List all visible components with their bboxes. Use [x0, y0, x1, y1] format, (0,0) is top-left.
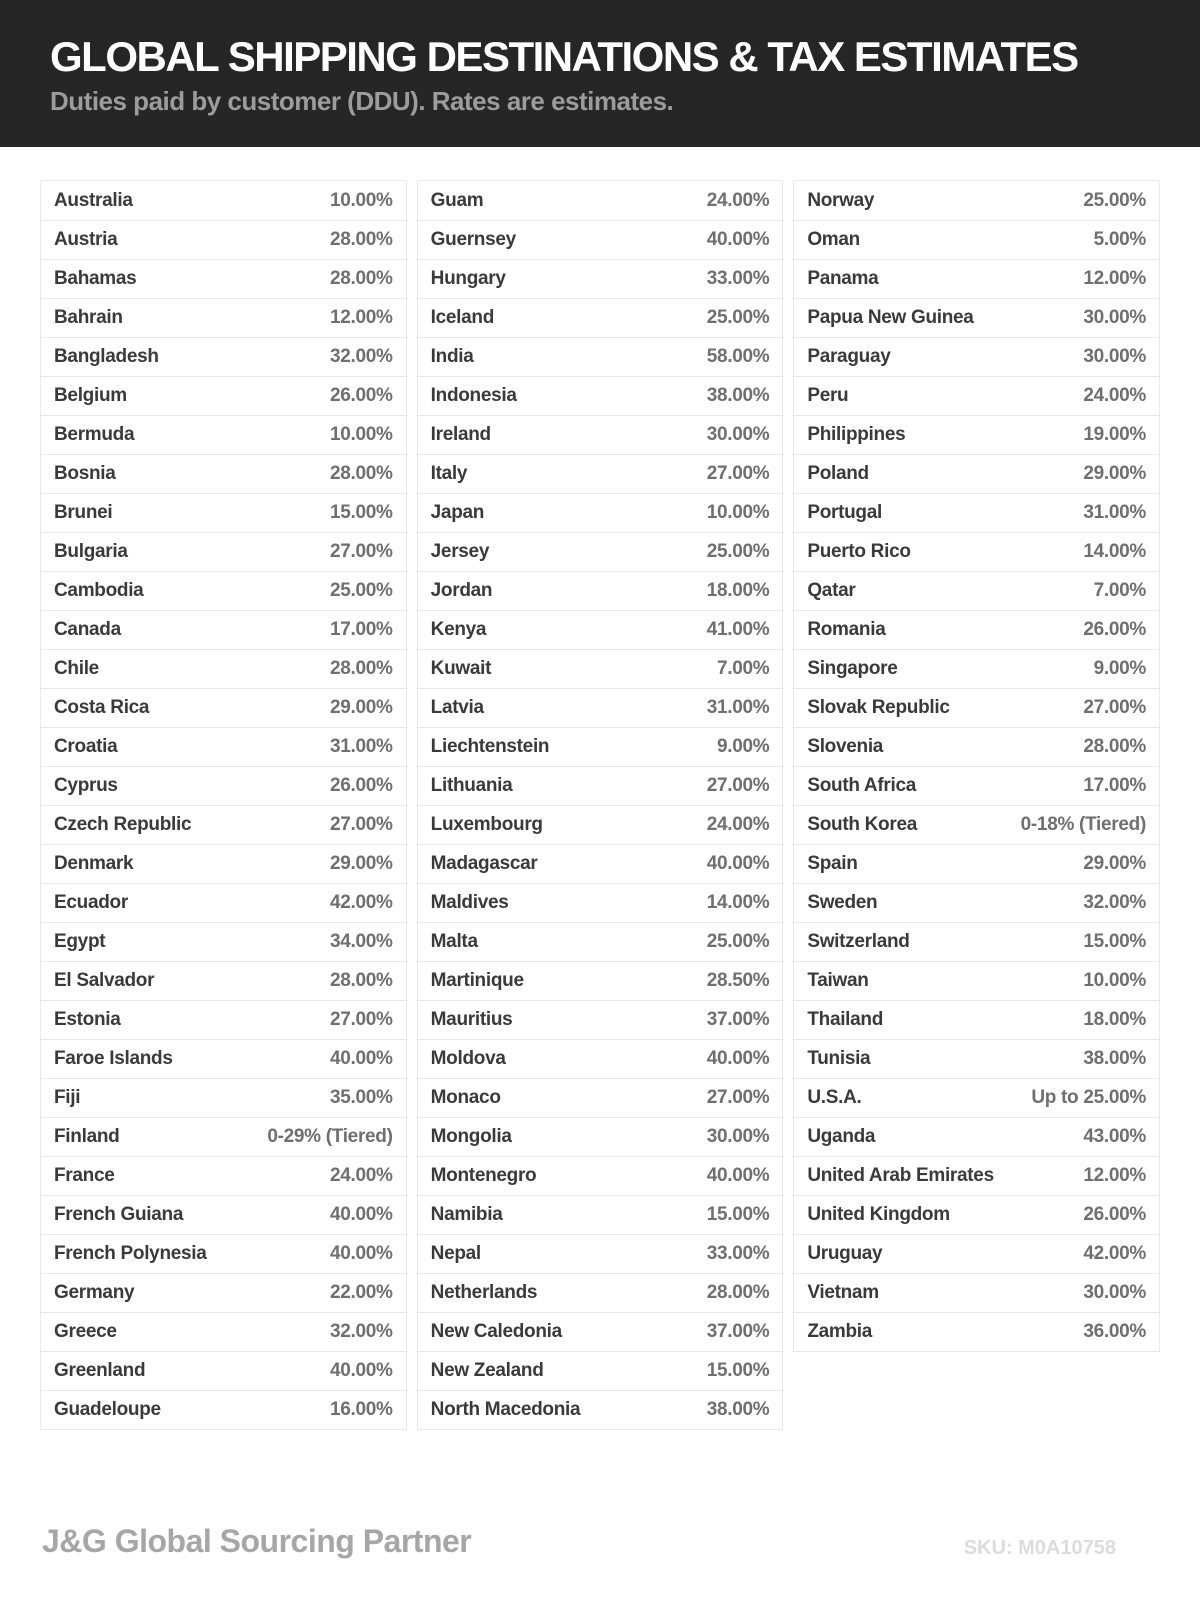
country-name: Guernsey [430, 229, 516, 250]
country-name: Cyprus [54, 775, 118, 796]
rate-row [794, 1000, 1159, 1039]
tax-rate-value: 37.00% [706, 1321, 770, 1342]
tax-rate-value: 40.00% [330, 1204, 393, 1225]
country-name: Slovak Republic [807, 697, 950, 718]
country-name: Malta [430, 931, 478, 952]
rate-row [794, 454, 1159, 493]
country-name: Japan [430, 502, 485, 523]
country-name: Guam [430, 189, 484, 211]
tax-rate-value: 33.00% [706, 1243, 770, 1264]
rate-row [41, 1156, 406, 1195]
rate-column-2 [417, 180, 784, 1430]
country-name: Croatia [54, 736, 118, 757]
rate-row [794, 181, 1159, 220]
tax-rate-value: 26.00% [330, 385, 393, 406]
tax-rate-value: 10.00% [706, 502, 770, 523]
tax-rate-value: 38.00% [1083, 1048, 1146, 1069]
rate-row [794, 415, 1159, 454]
tax-rate-value: 19.00% [1083, 424, 1146, 445]
rate-row [794, 844, 1159, 883]
rate-row [41, 883, 406, 922]
country-name: Ecuador [54, 892, 128, 913]
country-name: Austria [54, 229, 118, 250]
tax-rate-value: 40.00% [706, 1165, 770, 1186]
country-name: Australia [54, 189, 133, 211]
tax-rate-value: 38.00% [706, 1399, 770, 1420]
tax-rate-value: 41.00% [706, 619, 770, 640]
rate-row [41, 181, 406, 220]
rate-row [794, 1195, 1159, 1234]
tax-rate-value: 58.00% [706, 346, 770, 367]
tax-rate-value: 15.00% [706, 1204, 770, 1225]
rate-row [41, 1117, 406, 1156]
tax-rate-value: 27.00% [706, 463, 770, 484]
country-name: Luxembourg [430, 814, 543, 835]
country-name: Latvia [430, 697, 484, 718]
rate-row [794, 649, 1159, 688]
tax-rate-value: 12.00% [330, 307, 393, 328]
tax-rate-value: 32.00% [330, 1321, 393, 1342]
rate-row [418, 844, 783, 883]
rate-row [41, 220, 406, 259]
tax-rate-value: 7.00% [716, 658, 770, 679]
tax-rate-value: 30.00% [1083, 1282, 1146, 1303]
page-title: GLOBAL SHIPPING DESTINATIONS & TAX ESTIMATES [50, 33, 1078, 80]
country-name: French Guiana [54, 1204, 184, 1225]
rate-row [418, 259, 783, 298]
tax-rate-value: 18.00% [1083, 1009, 1146, 1030]
country-name: Portugal [807, 502, 882, 523]
rate-row [41, 532, 406, 571]
tax-rate-value: 10.00% [1083, 970, 1146, 991]
country-name: Oman [807, 229, 860, 250]
country-name: Bangladesh [54, 346, 159, 367]
tax-rate-value: 38.00% [706, 385, 770, 406]
country-name: Taiwan [807, 970, 869, 991]
rate-column-1 [40, 180, 407, 1430]
rates-table [40, 180, 1160, 1430]
country-name: Romania [807, 619, 886, 640]
rate-row [41, 688, 406, 727]
country-name: Slovenia [807, 736, 884, 757]
rate-row [41, 259, 406, 298]
rate-row [794, 1156, 1159, 1195]
rate-row [41, 1039, 406, 1078]
country-name: Bahamas [54, 268, 137, 289]
country-name: United Kingdom [807, 1204, 950, 1225]
rate-row [794, 259, 1159, 298]
rate-row [41, 337, 406, 376]
country-name: Bahrain [54, 307, 123, 328]
tax-rate-value: 27.00% [330, 541, 393, 562]
country-name: Finland [54, 1126, 120, 1147]
rate-row [418, 1195, 783, 1234]
rate-row [41, 649, 406, 688]
rate-row [41, 1390, 406, 1429]
tax-rate-value: 31.00% [1083, 502, 1146, 523]
rate-row [41, 1078, 406, 1117]
rate-row [418, 649, 783, 688]
tax-rate-value: Up to 25.00% [1031, 1087, 1146, 1108]
country-name: Qatar [807, 580, 856, 601]
country-name: Belgium [54, 385, 127, 406]
tax-rate-value: 33.00% [706, 268, 770, 289]
tax-rate-value: 29.00% [330, 853, 393, 874]
rate-row [418, 1117, 783, 1156]
rate-row [794, 571, 1159, 610]
tax-rate-value: 30.00% [1083, 307, 1146, 328]
country-name: Nepal [430, 1243, 481, 1264]
rate-row [418, 922, 783, 961]
tax-rate-value: 0-18% (Tiered) [1020, 814, 1146, 835]
rate-row [41, 1234, 406, 1273]
tax-rate-value: 37.00% [706, 1009, 770, 1030]
tax-rate-value: 24.00% [706, 814, 770, 835]
country-name: India [430, 346, 474, 367]
tax-rate-value: 40.00% [706, 229, 770, 250]
rate-row [794, 1039, 1159, 1078]
tax-rate-value: 25.00% [1083, 189, 1146, 211]
tax-rate-value: 25.00% [706, 931, 770, 952]
rate-row [418, 220, 783, 259]
country-name: Kenya [430, 619, 487, 640]
tax-rate-value: 25.00% [330, 580, 393, 601]
rate-row [794, 1234, 1159, 1273]
rate-row [41, 1312, 406, 1351]
country-name: Greenland [54, 1360, 146, 1381]
rate-row [418, 1351, 783, 1390]
country-name: South Korea [807, 814, 917, 835]
country-name: Estonia [54, 1009, 121, 1030]
rate-row [794, 1117, 1159, 1156]
rate-row [418, 337, 783, 376]
rate-row [41, 493, 406, 532]
rate-row [41, 571, 406, 610]
tax-rate-value: 26.00% [330, 775, 393, 796]
rate-row [794, 922, 1159, 961]
country-name: Philippines [807, 424, 906, 445]
country-name: South Africa [807, 775, 916, 796]
country-name: Singapore [807, 658, 898, 679]
rate-row [41, 454, 406, 493]
tax-rate-value: 24.00% [1083, 385, 1146, 406]
country-name: Tunisia [807, 1048, 871, 1069]
tax-rate-value: 12.00% [1083, 268, 1146, 289]
country-name: Iceland [430, 307, 495, 328]
rate-row [41, 961, 406, 1000]
country-name: Switzerland [807, 931, 910, 952]
country-name: Bermuda [54, 424, 135, 445]
rate-row [418, 805, 783, 844]
country-name: New Caledonia [430, 1321, 562, 1342]
tax-rate-value: 25.00% [706, 307, 770, 328]
rate-row [794, 766, 1159, 805]
country-name: Sweden [807, 892, 878, 913]
tax-rate-value: 22.00% [330, 1282, 393, 1303]
tax-rate-value: 30.00% [706, 424, 770, 445]
tax-rate-value: 17.00% [1083, 775, 1146, 796]
country-name: Norway [807, 189, 875, 211]
rate-row [794, 337, 1159, 376]
country-name: Ireland [430, 424, 491, 445]
tax-rate-value: 16.00% [330, 1399, 393, 1420]
rate-row [418, 1273, 783, 1312]
country-name: Costa Rica [54, 697, 150, 718]
tax-rate-value: 14.00% [1083, 541, 1146, 562]
tax-rate-value: 40.00% [706, 1048, 770, 1069]
rate-row [418, 688, 783, 727]
tax-rate-value: 10.00% [330, 189, 393, 211]
rate-row [41, 415, 406, 454]
country-name: Faroe Islands [54, 1048, 173, 1069]
rate-row [794, 610, 1159, 649]
rate-row [418, 532, 783, 571]
sku-label: SKU: M0A10758 [963, 1537, 1116, 1559]
tax-rate-value: 14.00% [706, 892, 770, 913]
tax-rate-value: 9.00% [1093, 658, 1146, 679]
country-name: Paraguay [807, 346, 891, 367]
country-name: Kuwait [430, 658, 492, 679]
country-name: Brunei [54, 502, 113, 523]
tax-rate-value: 28.00% [330, 970, 393, 991]
country-name: Chile [54, 658, 99, 679]
rate-row [794, 727, 1159, 766]
country-name: Panama [807, 268, 879, 289]
tax-rate-value: 31.00% [330, 736, 393, 757]
country-name: Egypt [54, 931, 106, 952]
rate-row [41, 1273, 406, 1312]
tax-rate-value: 10.00% [330, 424, 393, 445]
country-name: Italy [430, 463, 468, 484]
country-name: El Salvador [54, 970, 155, 991]
page-subtitle: Duties paid by customer (DDU). Rates are estimates. [50, 86, 674, 117]
country-name: Monaco [430, 1087, 501, 1108]
rate-row [418, 961, 783, 1000]
country-name: Spain [807, 853, 858, 874]
rate-row [418, 1039, 783, 1078]
tax-rate-value: 15.00% [1083, 931, 1146, 952]
tax-rate-value: 40.00% [330, 1360, 393, 1381]
tax-rate-value: 28.00% [330, 268, 393, 289]
tax-rate-value: 15.00% [706, 1360, 770, 1381]
country-name: Moldova [430, 1048, 506, 1069]
tax-rate-value: 26.00% [1083, 1204, 1146, 1225]
country-name: Czech Republic [54, 814, 192, 835]
tax-rate-value: 27.00% [1083, 697, 1146, 718]
country-name: Fiji [54, 1087, 81, 1108]
country-name: Mongolia [430, 1126, 512, 1147]
rate-row [418, 1234, 783, 1273]
country-name: New Zealand [430, 1360, 544, 1381]
tax-rate-value: 28.00% [330, 658, 393, 679]
tax-rate-value: 42.00% [330, 892, 393, 913]
tax-rate-value: 36.00% [1083, 1321, 1146, 1342]
rate-row [418, 1312, 783, 1351]
rate-row [41, 805, 406, 844]
country-name: Jordan [430, 580, 493, 601]
country-name: Papua New Guinea [807, 307, 974, 328]
tax-rate-value: 29.00% [1083, 463, 1146, 484]
tax-rate-value: 18.00% [706, 580, 770, 601]
rate-row [794, 220, 1159, 259]
tax-rate-value: 28.00% [330, 229, 393, 250]
country-name: Indonesia [430, 385, 517, 406]
rate-row [41, 727, 406, 766]
country-name: Guadeloupe [54, 1399, 161, 1420]
country-name: Canada [54, 619, 121, 640]
country-name: Liechtenstein [430, 736, 550, 757]
tax-rate-value: 17.00% [330, 619, 393, 640]
rate-row [41, 376, 406, 415]
tax-rate-value: 30.00% [1083, 346, 1146, 367]
rate-row [41, 1351, 406, 1390]
rate-row [418, 1000, 783, 1039]
tax-rate-value: 30.00% [706, 1126, 770, 1147]
country-name: Mauritius [430, 1009, 513, 1030]
tax-rate-value: 34.00% [330, 931, 393, 952]
rate-row [418, 883, 783, 922]
rate-row [794, 1273, 1159, 1312]
rate-row [418, 454, 783, 493]
tax-rate-value: 29.00% [330, 697, 393, 718]
rate-row [418, 1156, 783, 1195]
rate-row [41, 766, 406, 805]
tax-rate-value: 25.00% [706, 541, 770, 562]
tax-rate-value: 28.00% [1083, 736, 1146, 757]
rate-row [794, 805, 1159, 844]
country-name: Jersey [430, 541, 490, 562]
country-name: Denmark [54, 853, 134, 874]
rate-row [418, 493, 783, 532]
country-name: United Arab Emirates [807, 1165, 994, 1186]
rate-row [418, 1390, 783, 1429]
country-name: Greece [54, 1321, 117, 1342]
country-name: Bulgaria [54, 541, 128, 562]
rate-row [794, 376, 1159, 415]
rate-row [41, 1195, 406, 1234]
rate-row [418, 181, 783, 220]
country-name: Bosnia [54, 463, 116, 484]
tax-rate-value: 31.00% [706, 697, 770, 718]
country-name: U.S.A. [807, 1087, 862, 1108]
country-name: Poland [807, 463, 869, 484]
tax-rate-value: 40.00% [330, 1048, 393, 1069]
rate-row [418, 571, 783, 610]
rate-row [41, 610, 406, 649]
rate-row [794, 1078, 1159, 1117]
rate-row [794, 532, 1159, 571]
rate-row [41, 298, 406, 337]
country-name: Zambia [807, 1321, 873, 1342]
country-name: Montenegro [430, 1165, 537, 1186]
country-name: North Macedonia [430, 1399, 581, 1420]
country-name: Hungary [430, 268, 506, 289]
rate-row [41, 1000, 406, 1039]
tax-rate-value: 7.00% [1093, 580, 1146, 601]
tax-rate-value: 9.00% [716, 736, 770, 757]
country-name: Puerto Rico [807, 541, 911, 562]
country-name: Maldives [430, 892, 509, 913]
tax-rate-value: 24.00% [706, 189, 770, 211]
tax-rate-value: 40.00% [330, 1243, 393, 1264]
tax-rate-value: 43.00% [1083, 1126, 1146, 1147]
brand-name: J&G Global Sourcing Partner [42, 1523, 472, 1559]
tax-rate-value: 5.00% [1093, 229, 1146, 250]
tax-rate-value: 29.00% [1083, 853, 1146, 874]
rate-row [794, 298, 1159, 337]
rate-row [794, 1312, 1159, 1351]
header-banner [0, 0, 1200, 147]
rate-row [418, 415, 783, 454]
tax-rate-value: 28.00% [330, 463, 393, 484]
rate-row [418, 610, 783, 649]
tax-rate-value: 35.00% [330, 1087, 393, 1108]
tax-rate-value: 32.00% [330, 346, 393, 367]
rate-column-3 [793, 180, 1160, 1352]
rate-row [794, 883, 1159, 922]
tax-rate-value: 40.00% [706, 853, 770, 874]
tax-rate-value: 27.00% [706, 1087, 770, 1108]
rate-row [418, 766, 783, 805]
tax-rate-value: 26.00% [1083, 619, 1146, 640]
country-name: Peru [807, 385, 849, 406]
rate-row [794, 493, 1159, 532]
country-name: Lithuania [430, 775, 513, 796]
rate-row [794, 961, 1159, 1000]
tax-rate-value: 32.00% [1083, 892, 1146, 913]
country-name: Madagascar [430, 853, 538, 874]
rate-row [418, 298, 783, 337]
country-name: Netherlands [430, 1282, 538, 1303]
tax-rate-value: 27.00% [706, 775, 770, 796]
tax-rate-value: 27.00% [330, 814, 393, 835]
rate-row [418, 376, 783, 415]
country-name: Cambodia [54, 580, 144, 601]
tax-rate-value: 15.00% [330, 502, 393, 523]
footer [42, 1523, 1116, 1560]
rate-row [794, 688, 1159, 727]
country-name: Martinique [430, 970, 524, 991]
tax-rate-value: 0-29% (Tiered) [267, 1126, 393, 1147]
tax-rate-value: 24.00% [330, 1165, 393, 1186]
country-name: Namibia [430, 1204, 503, 1225]
country-name: Uruguay [807, 1243, 883, 1264]
country-name: Uganda [807, 1126, 876, 1147]
country-name: French Polynesia [54, 1243, 207, 1264]
tax-rate-value: 12.00% [1083, 1165, 1146, 1186]
rate-row [41, 844, 406, 883]
tax-rate-value: 42.00% [1083, 1243, 1146, 1264]
rate-row [418, 727, 783, 766]
rate-row [41, 922, 406, 961]
tax-rate-value: 27.00% [330, 1009, 393, 1030]
tax-rate-value: 28.50% [706, 970, 770, 991]
country-name: Germany [54, 1282, 135, 1303]
country-name: Vietnam [807, 1282, 879, 1303]
rate-row [418, 1078, 783, 1117]
country-name: Thailand [807, 1009, 884, 1030]
tax-rate-value: 28.00% [706, 1282, 770, 1303]
country-name: France [54, 1165, 115, 1186]
